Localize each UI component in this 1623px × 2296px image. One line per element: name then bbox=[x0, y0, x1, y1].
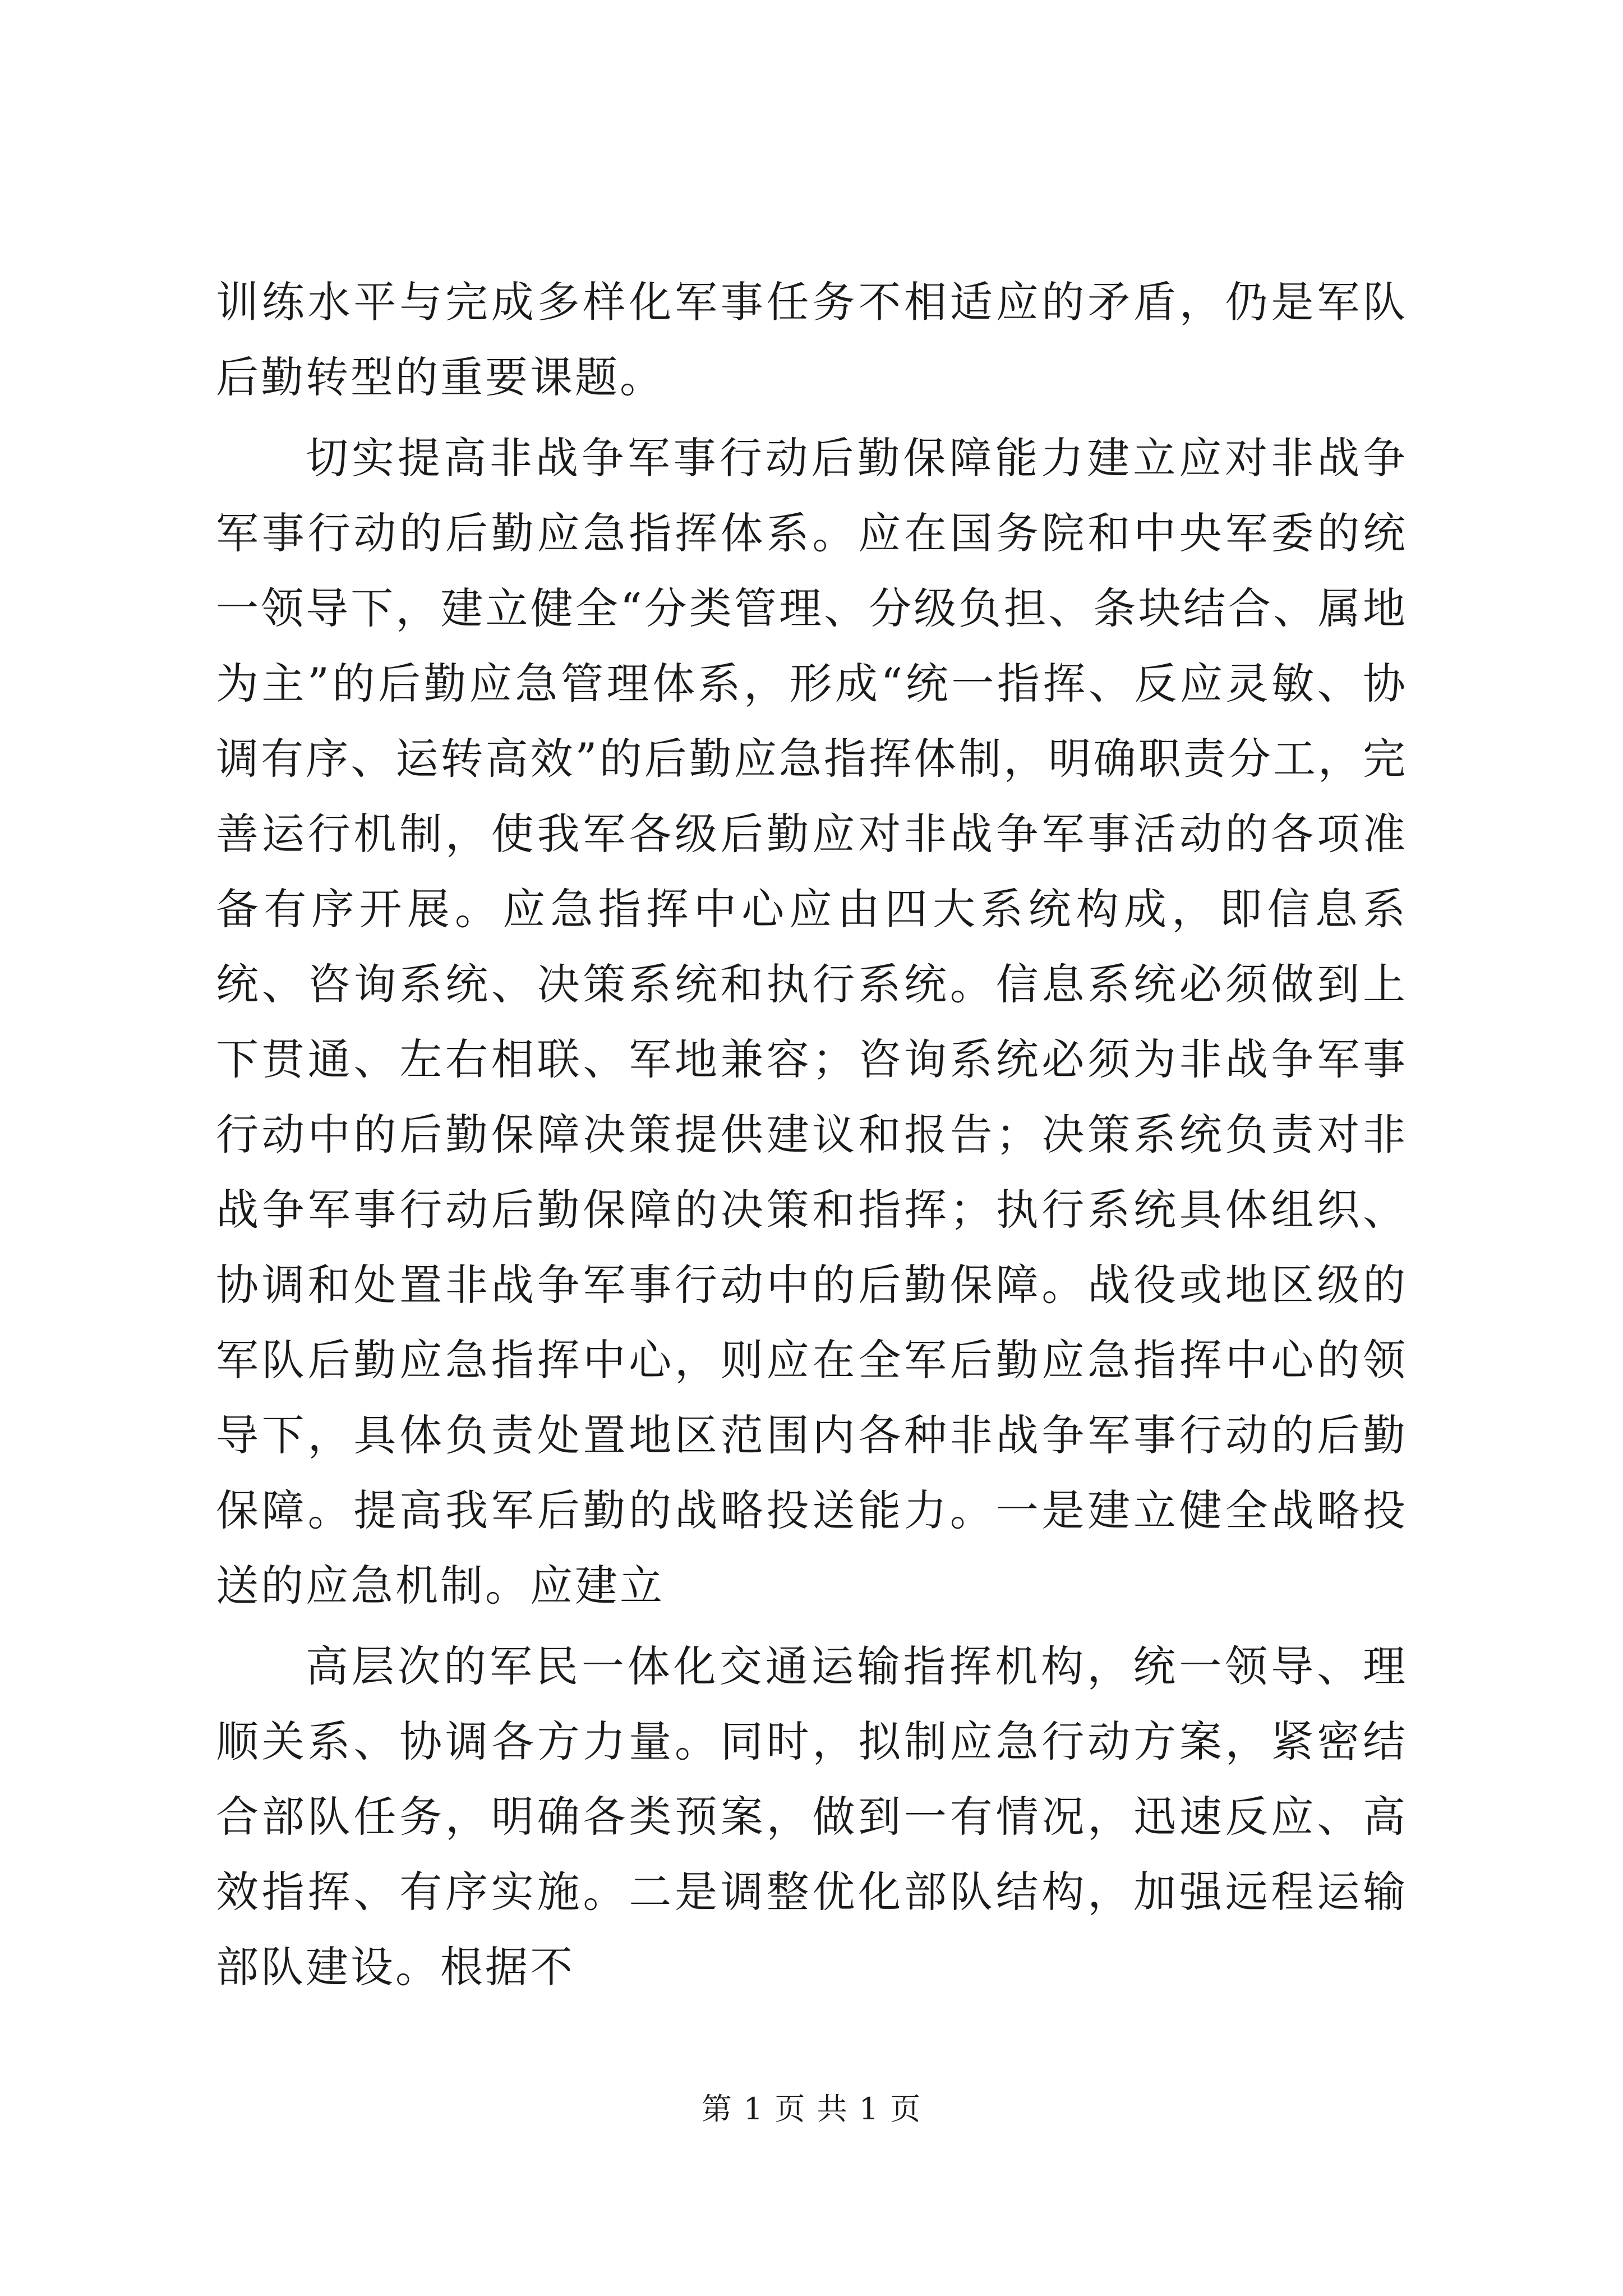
paragraph-3: 高层次的军民一体化交通运输指挥机构，统一领导、理顺关系、协调各方力量。同时，拟制应急行动方案，紧密结合部队任务，明确各类预案，做到一有情况，迅速反应、高效指挥、有序实施。二是调整优化部队结构，加强远程运输部队建设。根据不 bbox=[216, 1641, 1408, 1992]
paragraph-2: 切实提高非战争军事行动后勤保障能力建立应对非战争军事行动的后勤应急指挥体系。应在国务院和中央军委的统一领导下，建立健全“分类管理、分级负担、条块结合、属地为主”的后勤应急管理体系，形成“统一指挥、反应灵敏、协调有序、运转高效”的后勤应急指挥体制，明确职责分工，完善运行机制，使我军各级后勤应对非战争军事活动的各项准备有序开展。应急指挥中心应由四大系统构成，即信息系统、咨询系统、决策系统和执行系统。信息系统必须做到上下贯通、左右相联、军地兼容；咨询系统必须为非战争军事行动中的后勤保障决策提供建议和报告；决策系统负责对非战争军事行动后勤保障的决策和指挥；执行系统具体组织、协调和处置非战争军事行动中的后勤保障。战役或地区级的军队后勤应急指挥中心，则应在全军后勤应急指挥中心的领导下，具体负责处置地区范围内各种非战争军事行动的后勤保障。提高我军后勤的战略投送能力。一是建立健全战略投送的应急机制。应建立 bbox=[216, 433, 1408, 1611]
paragraph-1: 训练水平与完成多样化军事任务不相适应的矛盾，仍是军队后勤转型的重要课题。 bbox=[216, 277, 1408, 402]
document-body bbox=[216, 265, 1408, 2005]
page-footer: 第 1 页 共 1 页 bbox=[701, 2091, 922, 2127]
